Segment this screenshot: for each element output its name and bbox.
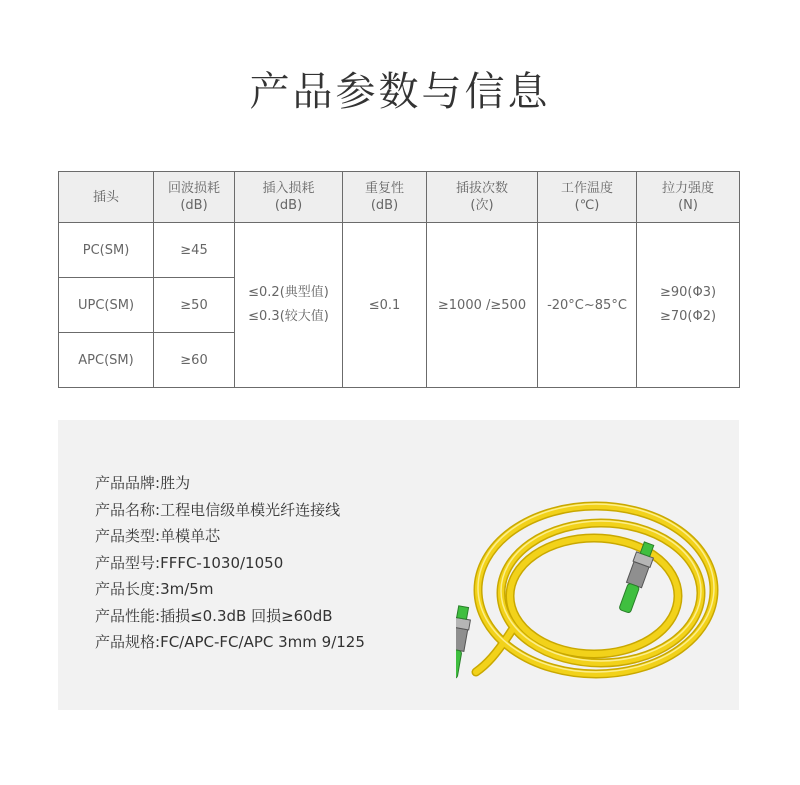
product-info-list [95, 470, 365, 656]
page-title: 产品参数与信息 [249, 69, 551, 115]
return-loss-cell: ≥50 [154, 278, 235, 333]
info-length: 产品长度:3m/5m [95, 580, 214, 598]
info-brand: 产品品牌:胜为 [95, 474, 191, 492]
info-spec: 产品规格:FC/APC-FC/APC 3mm 9/125 [95, 633, 365, 651]
fc-connector-bottom [456, 605, 473, 679]
info-type: 产品类型:单模单芯 [95, 527, 221, 545]
spec-table [58, 171, 740, 388]
product-info-panel [58, 420, 739, 710]
header-insertion-loss: 插入损耗 (dB) [235, 172, 343, 223]
return-loss-cell: ≥60 [154, 333, 235, 388]
info-name: 产品名称:工程电信级单模光纤连接线 [95, 500, 341, 519]
table-header-row [59, 172, 740, 223]
header-repeatability: 重复性 (dB) [343, 172, 427, 223]
repeatability-cell: ≤0.1 [343, 223, 427, 388]
return-loss-cell: ≥45 [154, 223, 235, 278]
plug-cell: PC(SM) [59, 223, 154, 278]
fc-connector-top [616, 541, 658, 615]
fiber-patch-cable-image [456, 490, 726, 700]
header-tensile-strength: 拉力强度 (N) [637, 172, 740, 223]
temperature-cell: -20°C~85°C [538, 223, 637, 388]
table-row [59, 223, 740, 278]
mating-cycles-cell: ≥1000 /≥500 [427, 223, 538, 388]
header-return-loss: 回波损耗 (dB) [154, 172, 235, 223]
plug-cell: APC(SM) [59, 333, 154, 388]
tensile-strength-cell: ≥90(Φ3) ≥70(Φ2) [637, 223, 740, 388]
header-mating-cycles: 插拔次数 (次) [427, 172, 538, 223]
header-plug: 插头 [59, 172, 154, 223]
info-performance: 产品性能:插损≤0.3dB 回损≥60dB [95, 606, 333, 625]
info-model: 产品型号:FFFC-1030/1050 [95, 553, 284, 572]
insertion-loss-cell: ≤0.2(典型值) ≤0.3(较大值) [235, 223, 343, 388]
plug-cell: UPC(SM) [59, 278, 154, 333]
header-temperature: 工作温度 (℃) [538, 172, 637, 223]
